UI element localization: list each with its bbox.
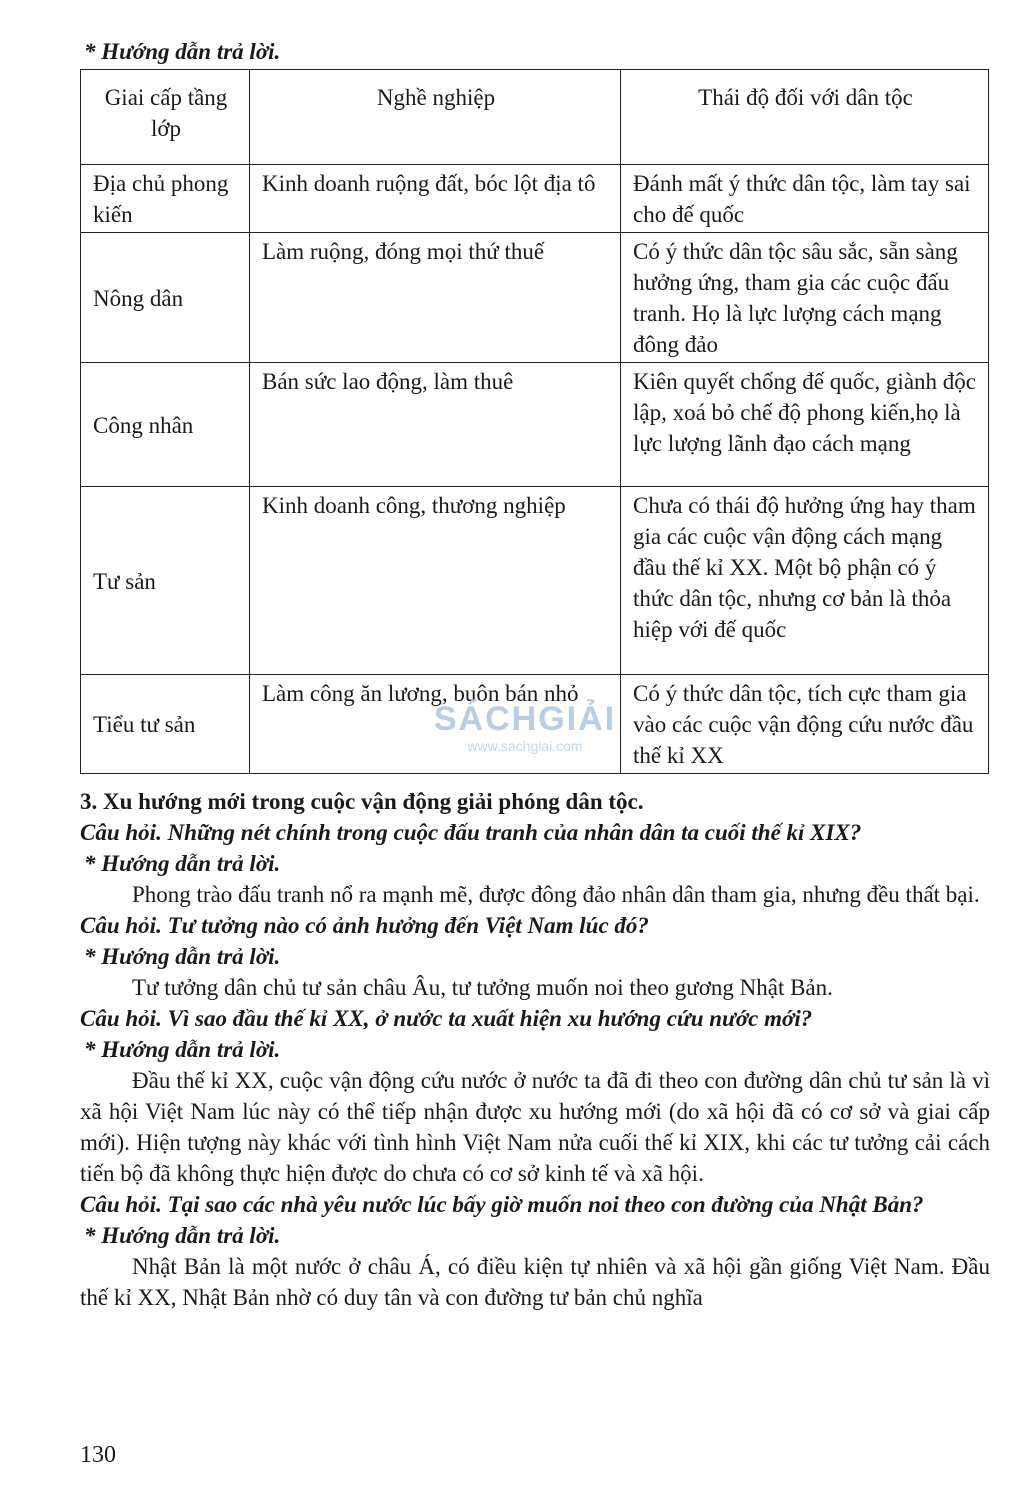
cell-class: Công nhân (81, 363, 250, 487)
table-row (81, 363, 989, 487)
answer-paragraph-3: Đầu thế kỉ XX, cuộc vận động cứu nước ở nước ta đã đi theo con đường dân chủ tư sản là vì xã hội Việt Nam lúc này có thể tiếp nhận được xu hướng mới (do xã hội đã có cơ sở và giai cấp mới). Hiện tượng này khác với tình hình Việt Nam nửa cuối thế kỉ XIX, khi các tư tưởng cải cách tiến bộ đã không thực hiện được do chưa có cơ sở kinh tế và xã hội. (80, 1068, 990, 1186)
cell-job: Làm công ăn lương, buôn bán nhỏ (250, 675, 621, 774)
cell-class: Địa chủ phong kiến (81, 165, 250, 233)
cell-job: Làm ruộng, đóng mọi thứ thuế (250, 233, 621, 363)
answer-label-1: * Hướng dẫn trả lời. (84, 851, 281, 876)
answer-label-3: * Hướng dẫn trả lời. (84, 1037, 281, 1062)
cell-attitude: Kiên quyết chống đế quốc, giành độc lập, xoá bỏ chế độ phong kiến,họ là lực lượng lãnh đạo cách mạng (621, 363, 989, 487)
cell-class: Tiểu tư sản (81, 675, 250, 774)
section-title: 3. Xu hướng mới trong cuộc vận động giải phóng dân tộc. (80, 789, 644, 814)
question-1: Câu hỏi. Những nét chính trong cuộc đấu tranh của nhân dân ta cuối thế kỉ XIX? (80, 820, 862, 845)
cell-attitude: Đánh mất ý thức dân tộc, làm tay sai cho đế quốc (621, 165, 989, 233)
table-row (81, 487, 989, 675)
question-4: Câu hỏi. Tại sao các nhà yêu nước lúc bấy giờ muốn noi theo con đường của Nhật Bản? (80, 1192, 924, 1217)
table-row (81, 165, 989, 233)
question-3: Câu hỏi. Vì sao đầu thế kỉ XX, ở nước ta xuất hiện xu hướng cứu nước mới? (80, 1006, 813, 1031)
answer-paragraph-2: Tư tưởng dân chủ tư sản châu Âu, tư tưởng muốn noi theo gương Nhật Bản. (132, 975, 833, 1000)
answer-label-4: * Hướng dẫn trả lời. (84, 1223, 281, 1248)
section-body (80, 786, 990, 1313)
header-attitude: Thái độ đối với dân tộc (621, 70, 989, 165)
answer-paragraph-1: Phong trào đấu tranh nổ ra mạnh mẽ, được đông đảo nhân dân tham gia, nhưng đều thất bại. (132, 882, 980, 907)
watermark-logo (410, 700, 640, 754)
social-classes-table (80, 69, 989, 774)
page-number: 130 (80, 1442, 116, 1468)
question-2: Câu hỏi. Tư tưởng nào có ảnh hưởng đến Việt Nam lúc đó? (80, 913, 649, 938)
answer-heading: * Hướng dẫn trả lời. (84, 39, 281, 64)
answer-paragraph-4: Nhật Bản là một nước ở châu Á, có điều kiện tự nhiên và xã hội gần giống Việt Nam. Đầu thế kỉ XX, Nhật Bản nhờ có duy tân và con đường tư bản chủ nghĩa (80, 1254, 990, 1310)
cell-job: Kinh doanh ruộng đất, bóc lột địa tô (250, 165, 621, 233)
header-job: Nghề nghiệp (250, 70, 621, 165)
cell-attitude: Có ý thức dân tộc, tích cực tham gia vào các cuộc vận động cứu nước đầu thế kỉ XX (621, 675, 989, 774)
cell-job: Bán sức lao động, làm thuê (250, 363, 621, 487)
table-header-row (81, 70, 989, 165)
answer-label-2: * Hướng dẫn trả lời. (84, 944, 281, 969)
cell-job: Kinh doanh công, thương nghiệp (250, 487, 621, 675)
watermark-url: www.sachgiai.com (467, 738, 583, 754)
header-class: Giai cấp tầng lớp (81, 70, 250, 165)
cell-class: Nông dân (81, 233, 250, 363)
cell-attitude: Có ý thức dân tộc sâu sắc, sẵn sàng hưởng ứng, tham gia các cuộc đấu tranh. Họ là lực lượng cách mạng đông đảo (621, 233, 989, 363)
cell-class: Tư sản (81, 487, 250, 675)
watermark-brand: SÁCHGIẢI (433, 700, 617, 738)
table-row (81, 233, 989, 363)
cell-attitude: Chưa có thái độ hưởng ứng hay tham gia các cuộc vận động cách mạng đầu thế kỉ XX. Một bộ phận có ý thức dân tộc, nhưng cơ bản là thỏa hiệp với đế quốc (621, 487, 989, 675)
